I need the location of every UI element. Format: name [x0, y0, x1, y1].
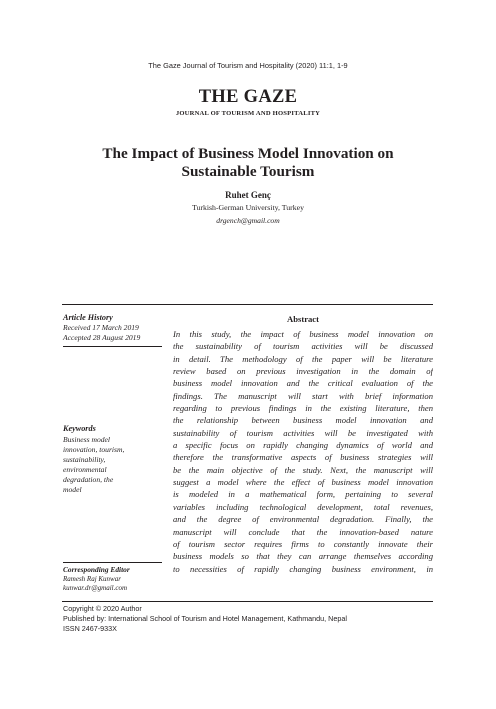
- keywords-line: innovation, tourism,: [63, 445, 125, 454]
- copyright-notice: Copyright © 2020 Author: [63, 604, 142, 613]
- abstract-line: regarding to previous findings in the existing literature, then: [173, 403, 433, 414]
- keywords-line: model: [63, 485, 82, 494]
- top-divider: [62, 304, 433, 305]
- bottom-divider: [62, 601, 433, 602]
- abstract-line: therefore the transformative aspects of business strategies will: [173, 452, 433, 463]
- article-history: [63, 313, 163, 347]
- publisher-info: Published by: International School of Tourism and Hotel Management, Kathmandu, Nepal: [63, 614, 347, 623]
- abstract-line: in detail. The methodology of the paper will be literature: [173, 353, 433, 364]
- abstract-line: and the degree of environmental degradation. Finally, the: [173, 514, 433, 525]
- keywords-block: [63, 424, 163, 495]
- journal-masthead-subtitle: JOURNAL OF TOURISM AND HOSPITALITY: [175, 110, 321, 117]
- author-name: Ruhet Genç: [225, 190, 271, 200]
- abstract-line: manuscript will conclude that the innovation-based nature: [173, 526, 433, 537]
- author-affiliation: Turkish-German University, Turkey: [191, 203, 305, 212]
- abstract-line: In this study, the impact of business model innovation on: [173, 329, 433, 339]
- abstract-line: variables including technological development, total revenues,: [173, 501, 433, 512]
- article-history-heading: Article History: [63, 313, 113, 322]
- issn: ISSN 2467-933X: [63, 624, 117, 633]
- article-title: [60, 145, 436, 181]
- abstract-heading: Abstract: [287, 314, 319, 324]
- keywords-heading: Keywords: [63, 424, 96, 433]
- corresponding-editor: [63, 562, 163, 593]
- accepted-date: Accepted 28 August 2019: [63, 333, 141, 342]
- abstract-line: findings. The manuscript will start with brief information: [173, 390, 433, 401]
- abstract-line: suggest a model where the effect of business model innovation: [173, 477, 433, 488]
- article-title-line: Sustainable Tourism: [181, 163, 315, 180]
- keywords-line: sustainability,: [63, 455, 106, 464]
- history-divider: [63, 346, 162, 347]
- abstract-line: sustainability of tourism activities will be investigated with: [173, 427, 433, 438]
- editor-name: Ramesh Raj Kunwar: [63, 575, 121, 583]
- editor-divider: [63, 562, 162, 563]
- received-date: Received 17 March 2019: [63, 323, 139, 332]
- abstract-line: a specific focus on rapidly changing dynamics of world and: [173, 440, 433, 451]
- article-title-line: The Impact of Business Model Innovation on: [102, 145, 394, 162]
- abstract-line: to necessities of rapidly changing business environment, in: [173, 563, 433, 574]
- abstract-line: review based on previous investigation in the domain of: [173, 366, 433, 377]
- page-footer: [63, 604, 443, 634]
- keywords-line: environmental: [63, 465, 107, 474]
- author-email[interactable]: drgench@gmail.com: [216, 216, 280, 225]
- keywords-line: Business model: [63, 435, 111, 444]
- abstract-line: is modeled in a mathematical form, pertaining to several: [173, 489, 433, 500]
- abstract-line: of tourism sector requires firms to constantly innovate their: [173, 538, 433, 549]
- abstract-line: the relationship between business model innovation and: [173, 415, 433, 426]
- abstract-body: [173, 328, 433, 575]
- abstract-line: the sustainability of tourism activities will be discussed: [173, 341, 433, 352]
- journal-masthead: THE GAZE: [198, 87, 298, 107]
- abstract-line: business models so that they can arrange themselves according: [173, 551, 433, 562]
- editor-heading: Corresponding Editor: [63, 565, 130, 574]
- editor-email[interactable]: kunwar.dr@gmail.com: [63, 584, 127, 592]
- abstract-line: be the main objective of the study. Next, the manuscript will: [173, 464, 433, 475]
- keywords-line: degradation, the: [63, 475, 114, 484]
- journal-citation: The Gaze Journal of Tourism and Hospitality (2020) 11:1, 1-9: [148, 61, 348, 70]
- abstract-line: business model innovation and the critical evaluation of the: [173, 378, 433, 389]
